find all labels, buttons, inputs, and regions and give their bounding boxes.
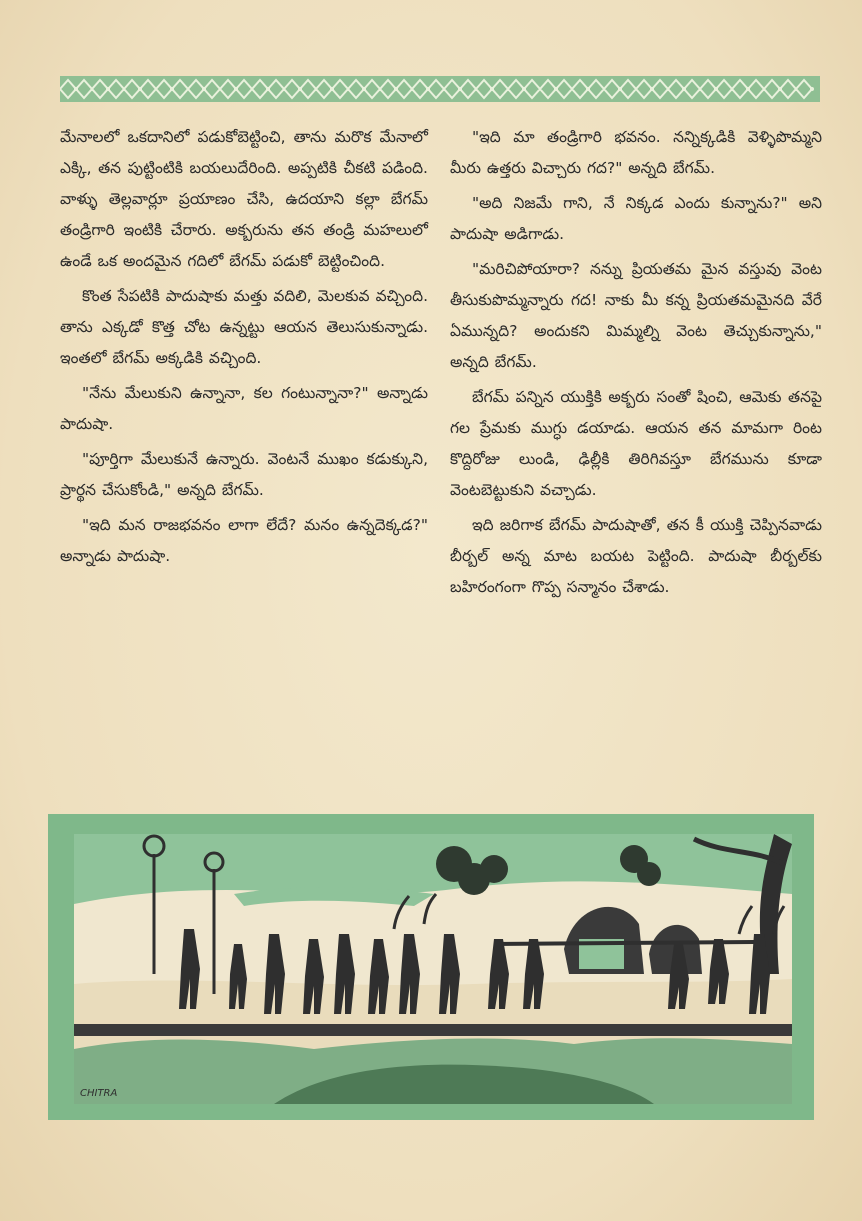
paragraph: బేగమ్ పన్నిన యుక్తికి అక్బరు సంతో షించి, ఆమెకు తనపై గల ప్రేమకు ముగ్ధు డయాడు. ఆయన తన మామగా రింట కొద్దిరోజు లుండి, ఢిల్లీకి తిరిగివస్తూ బేగమును కూడా వెంటబెట్టుకుని వచ్చాడు.: [450, 388, 822, 499]
paragraph: ఇది జరిగాక బేగమ్ పాదుషాతో, తన కీ యుక్తి చెప్పినవాడు బీర్బల్ అన్న మాట బయట పెట్టింది. పాదుషా బీర్బల్‌కు బహిరంగంగా గొప్ప సన్మానం చేశాడు.: [450, 516, 822, 596]
paragraph: "పూర్తిగా మేలుకునే ఉన్నారు. వెంటనే ముఖం కడుక్కుని, ప్రార్థన చేసుకోండి," అన్నది బేగమ్.: [60, 450, 428, 499]
artist-signature: CHITRA: [80, 1088, 118, 1099]
paragraph: "ఇది మా తండ్రిగారి భవనం. నన్నిక్కడికి వెళ్ళిపొమ్మని మీరు ఉత్తరు విచ్చారు గద?" అన్నది బేగమ్.: [450, 128, 822, 177]
paragraph: మేనాలలో ఒకదానిలో పడుకోబెట్టించి, తాను మరొక మేనాలో ఎక్కి, తన పుట్టింటికి బయలుదేరింది. అప్పటికి చీకటి పడింది. వాళ్ళు తెల్లవార్లూ ప్రయాణం చేసి, ఉదయాని కల్లా బేగమ్ తండ్రిగారి ఇంటికి చేరారు. అక్బరును తన తండ్రి మహలులో ఉండే ఒక అందమైన గదిలో బేగమ్ పడుకో బెట్టించింది.: [60, 128, 428, 270]
right-text-column: [450, 122, 822, 607]
paragraph: "ఇది మన రాజభవనం లాగా లేదే? మనం ఉన్నదెక్కడ?" అన్నాడు పాదుషా.: [60, 516, 428, 565]
procession-illustration: [48, 814, 814, 1120]
paragraph: కొంత సేపటికి పాదుషాకు మత్తు వదిలి, మెలకువ వచ్చింది. తాను ఎక్కడో కొత్త చోట ఉన్నట్టు ఆయన తెలుసుకున్నాడు. ఇంతలో బేగమ్ అక్కడికి వచ్చింది.: [60, 287, 428, 367]
left-text-column: [60, 122, 428, 576]
illustration-scene: [74, 834, 792, 1104]
paragraph: "అది నిజమే గాని, నే నిక్కడ ఎందు కున్నాను?" అని పాదుషా అడిగాడు.: [450, 194, 822, 243]
paragraph: "నేను మేలుకుని ఉన్నానా, కల గంటున్నానా?" అన్నాడు పాదుషా.: [60, 384, 428, 433]
paragraph: "మరిచిపోయారా? నన్ను ప్రియతమ మైన వస్తువు వెంట తీసుకుపొమ్మన్నారు గద! నాకు మీ కన్న ప్రియతమమైనది వేరే ఏమున్నది? అందుకని మిమ్మల్ని వెంట తెచ్చుకున్నాను," అన్నది బేగమ్.: [450, 260, 822, 371]
decorative-border: [60, 76, 820, 102]
